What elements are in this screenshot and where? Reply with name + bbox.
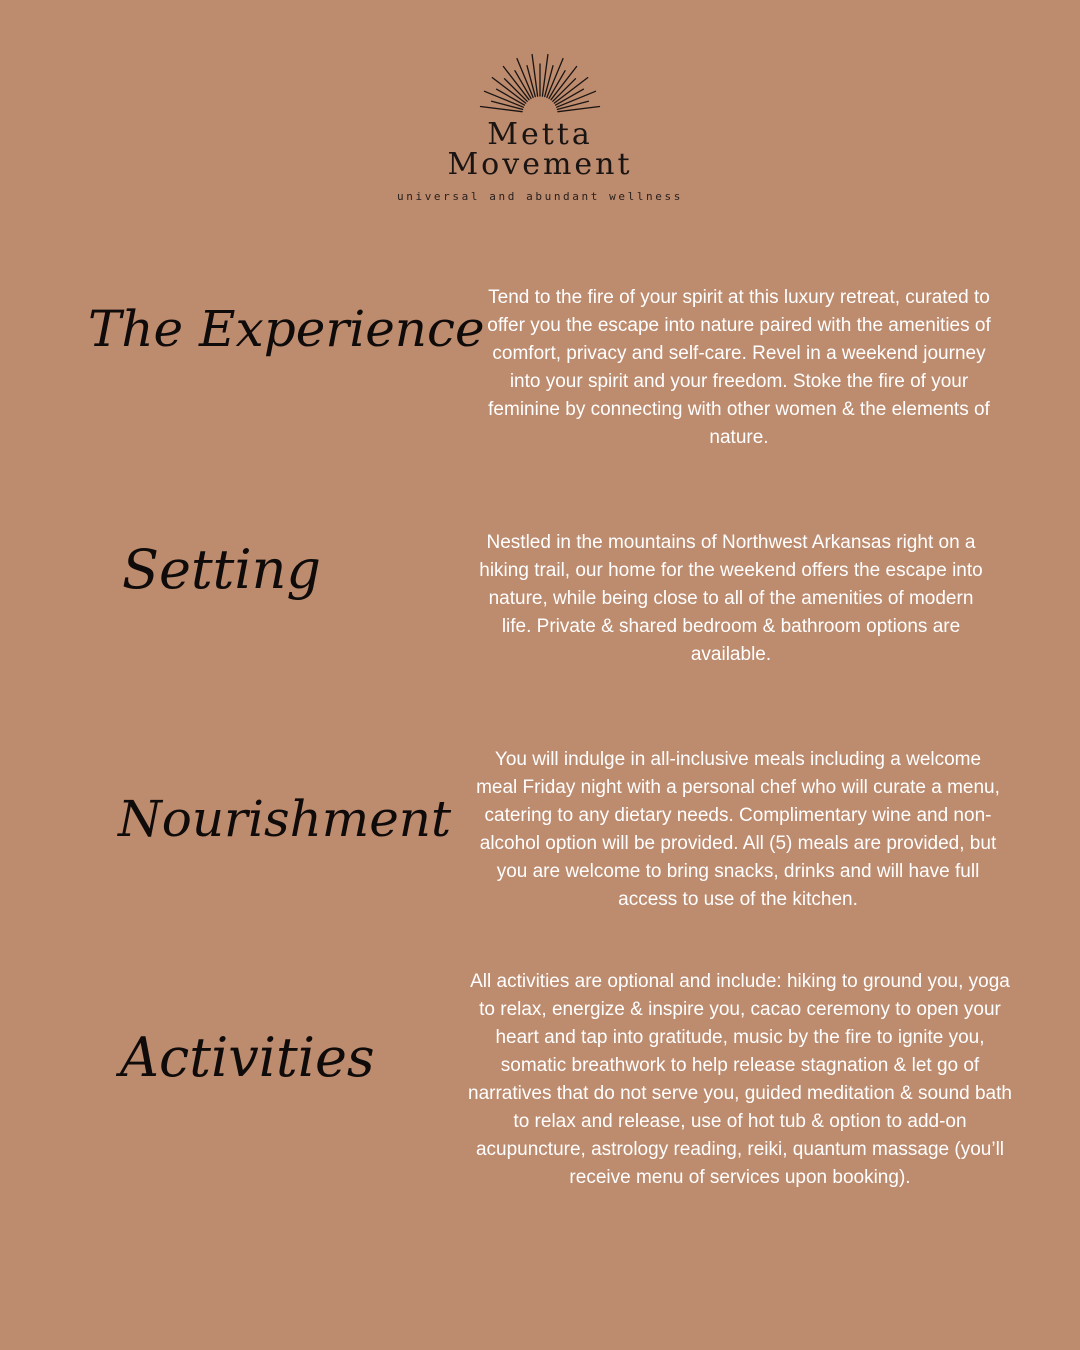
setting-text: Nestled in the mountains of Northwest Arkansas right on a hiking trail, our home for the weekend offers the escape into nature, while being close to all of the amenities of modern life. Private & shared bedroom & bathroom options are available. (479, 532, 983, 665)
sunburst-icon (475, 50, 605, 116)
brand-name-line2: Movement (447, 147, 633, 182)
brand-name-line1: Metta (487, 117, 593, 152)
experience-text: Tend to the fire of your spirit at this luxury retreat, curated to offer you the escape into nature paired with the amenities of comfort, privacy and self-care. Revel in a weekend journey into your spirit and your freedom. Stoke the fire of your feminine by connecting with other women & the elements of nature. (487, 287, 991, 448)
experience-heading: The Experience (88, 300, 485, 358)
brand-tagline: universal and abundant wellness (397, 190, 683, 203)
nourishment-heading: Nourishment (118, 790, 452, 848)
activities-heading: Activities (120, 1026, 375, 1089)
nourishment-text: You will indulge in all-inclusive meals including a welcome meal Friday night with a personal chef who will curate a menu, catering to any dietary needs. Complimentary wine and non-alcohol option will be provided. All (5) meals are provided, but you are welcome to bring snacks, drinks and will have full access to use of the kitchen. (476, 749, 1000, 910)
brand-logo (0, 50, 1080, 203)
setting-heading: Setting (122, 538, 321, 601)
activities-text: All activities are optional and include: hiking to ground you, yoga to relax, energize & inspire you, cacao ceremony to open your heart and tap into gratitude, music by the fire to ignite you, somatic breathwork to help release stagnation & let go of narratives that do not serve you, guided meditation & sound bath to relax and release, use of hot tub & option to add-on acupuncture, astrology reading, reiki, quantum massage (you’ll receive menu of services upon booking). (468, 971, 1012, 1188)
